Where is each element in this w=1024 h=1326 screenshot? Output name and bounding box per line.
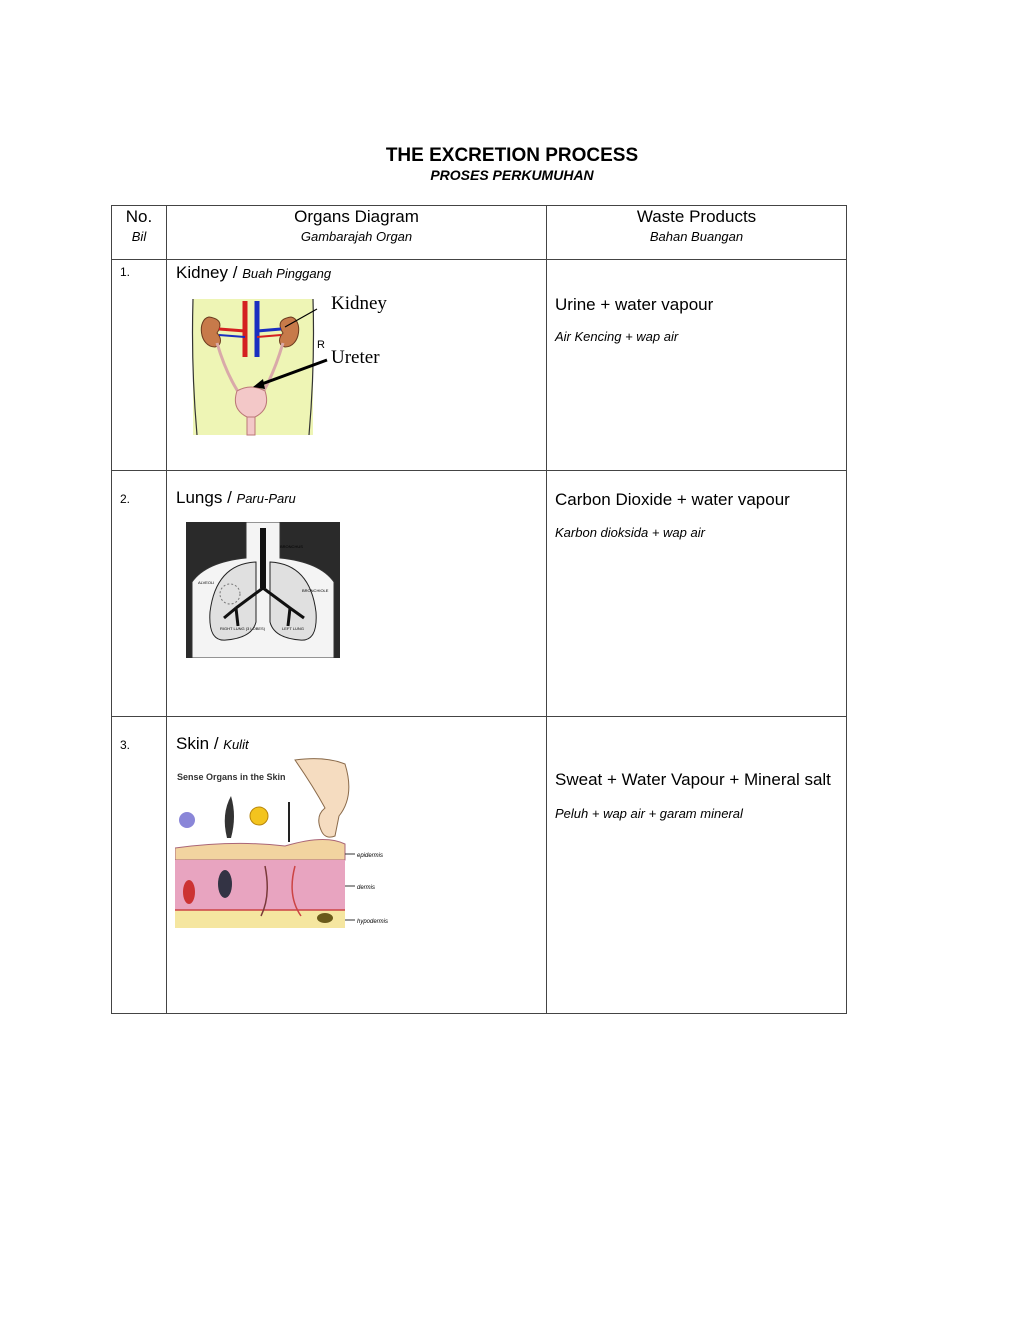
kidney-diagram — [167, 283, 546, 443]
row-number: 2. — [112, 471, 167, 717]
kidney-illustration — [187, 287, 437, 442]
waste-cell — [547, 471, 847, 717]
r-label: R — [317, 339, 325, 351]
header-no-en: No. — [125, 207, 153, 226]
header-organ-en: Organs Diagram — [294, 207, 419, 226]
table-row — [112, 260, 847, 471]
header-waste-my: Bahan Buangan — [649, 229, 744, 244]
waste-en: Urine + water vapour — [555, 295, 714, 314]
organ-name — [167, 471, 546, 508]
organ-cell — [167, 717, 547, 1014]
page-title: THE EXCRETION PROCESS — [385, 145, 639, 166]
kidney-label: Kidney — [331, 293, 387, 314]
alveoli-label: ALVEOLI — [198, 580, 215, 585]
separator: / — [227, 488, 232, 507]
organ-name-en: Skin — [176, 734, 210, 753]
organ-name-en: Lungs — [176, 488, 223, 507]
waste-cell — [547, 260, 847, 471]
bronchus-label: BRONCHUS — [280, 544, 303, 549]
header-no — [112, 206, 167, 260]
organ-name — [167, 260, 546, 283]
separator: / — [232, 263, 238, 282]
bronchiole-label: BRONCHIOLE — [302, 588, 329, 593]
organ-name-en: Kidney — [176, 263, 228, 282]
organ-cell — [167, 471, 547, 717]
hypodermis-label: hypodermis — [357, 919, 389, 925]
skin-caption: Sense Organs in the Skin — [177, 772, 286, 782]
table-row — [112, 717, 847, 1014]
skin-illustration — [175, 756, 395, 941]
waste-my: Karbon dioksida + wap air — [555, 525, 705, 540]
waste-my: Air Kencing + wap air — [555, 329, 679, 344]
excretion-table — [111, 205, 847, 1014]
waste-en: Carbon Dioxide + water vapour — [555, 490, 790, 509]
waste-my: Peluh + wap air + garam mineral — [555, 806, 743, 821]
header-organ — [167, 206, 547, 260]
header-organ-my: Gambarajah Organ — [300, 229, 413, 244]
header-waste — [547, 206, 847, 260]
organ-name-my: Buah Pinggang — [242, 266, 332, 281]
right-lung-label: RIGHT LUNG (3 LOBES) — [220, 626, 266, 631]
page-subtitle: PROSES PERKUMUHAN — [430, 167, 594, 183]
waste-en: Sweat + Water Vapour + Mineral salt — [555, 770, 831, 789]
header-waste-en: Waste Products — [636, 207, 757, 226]
waste-cell — [547, 717, 847, 1014]
dermis-label: dermis — [357, 885, 376, 891]
epidermis-label: epidermis — [357, 853, 384, 859]
ureter-label: Ureter — [331, 347, 380, 368]
table-header-row — [112, 206, 847, 260]
header-no-my: Bil — [131, 229, 147, 244]
organ-name-my: Paru-Paru — [236, 491, 296, 506]
row-number: 1. — [112, 260, 167, 471]
table-row — [112, 471, 847, 717]
organ-cell — [167, 260, 547, 471]
organ-name — [167, 717, 546, 754]
lungs-illustration — [186, 522, 340, 658]
left-lung-label: LEFT LUNG — [282, 626, 304, 631]
organ-name-my: Kulit — [223, 737, 249, 752]
separator: / — [213, 734, 219, 753]
row-number: 3. — [112, 717, 167, 1014]
